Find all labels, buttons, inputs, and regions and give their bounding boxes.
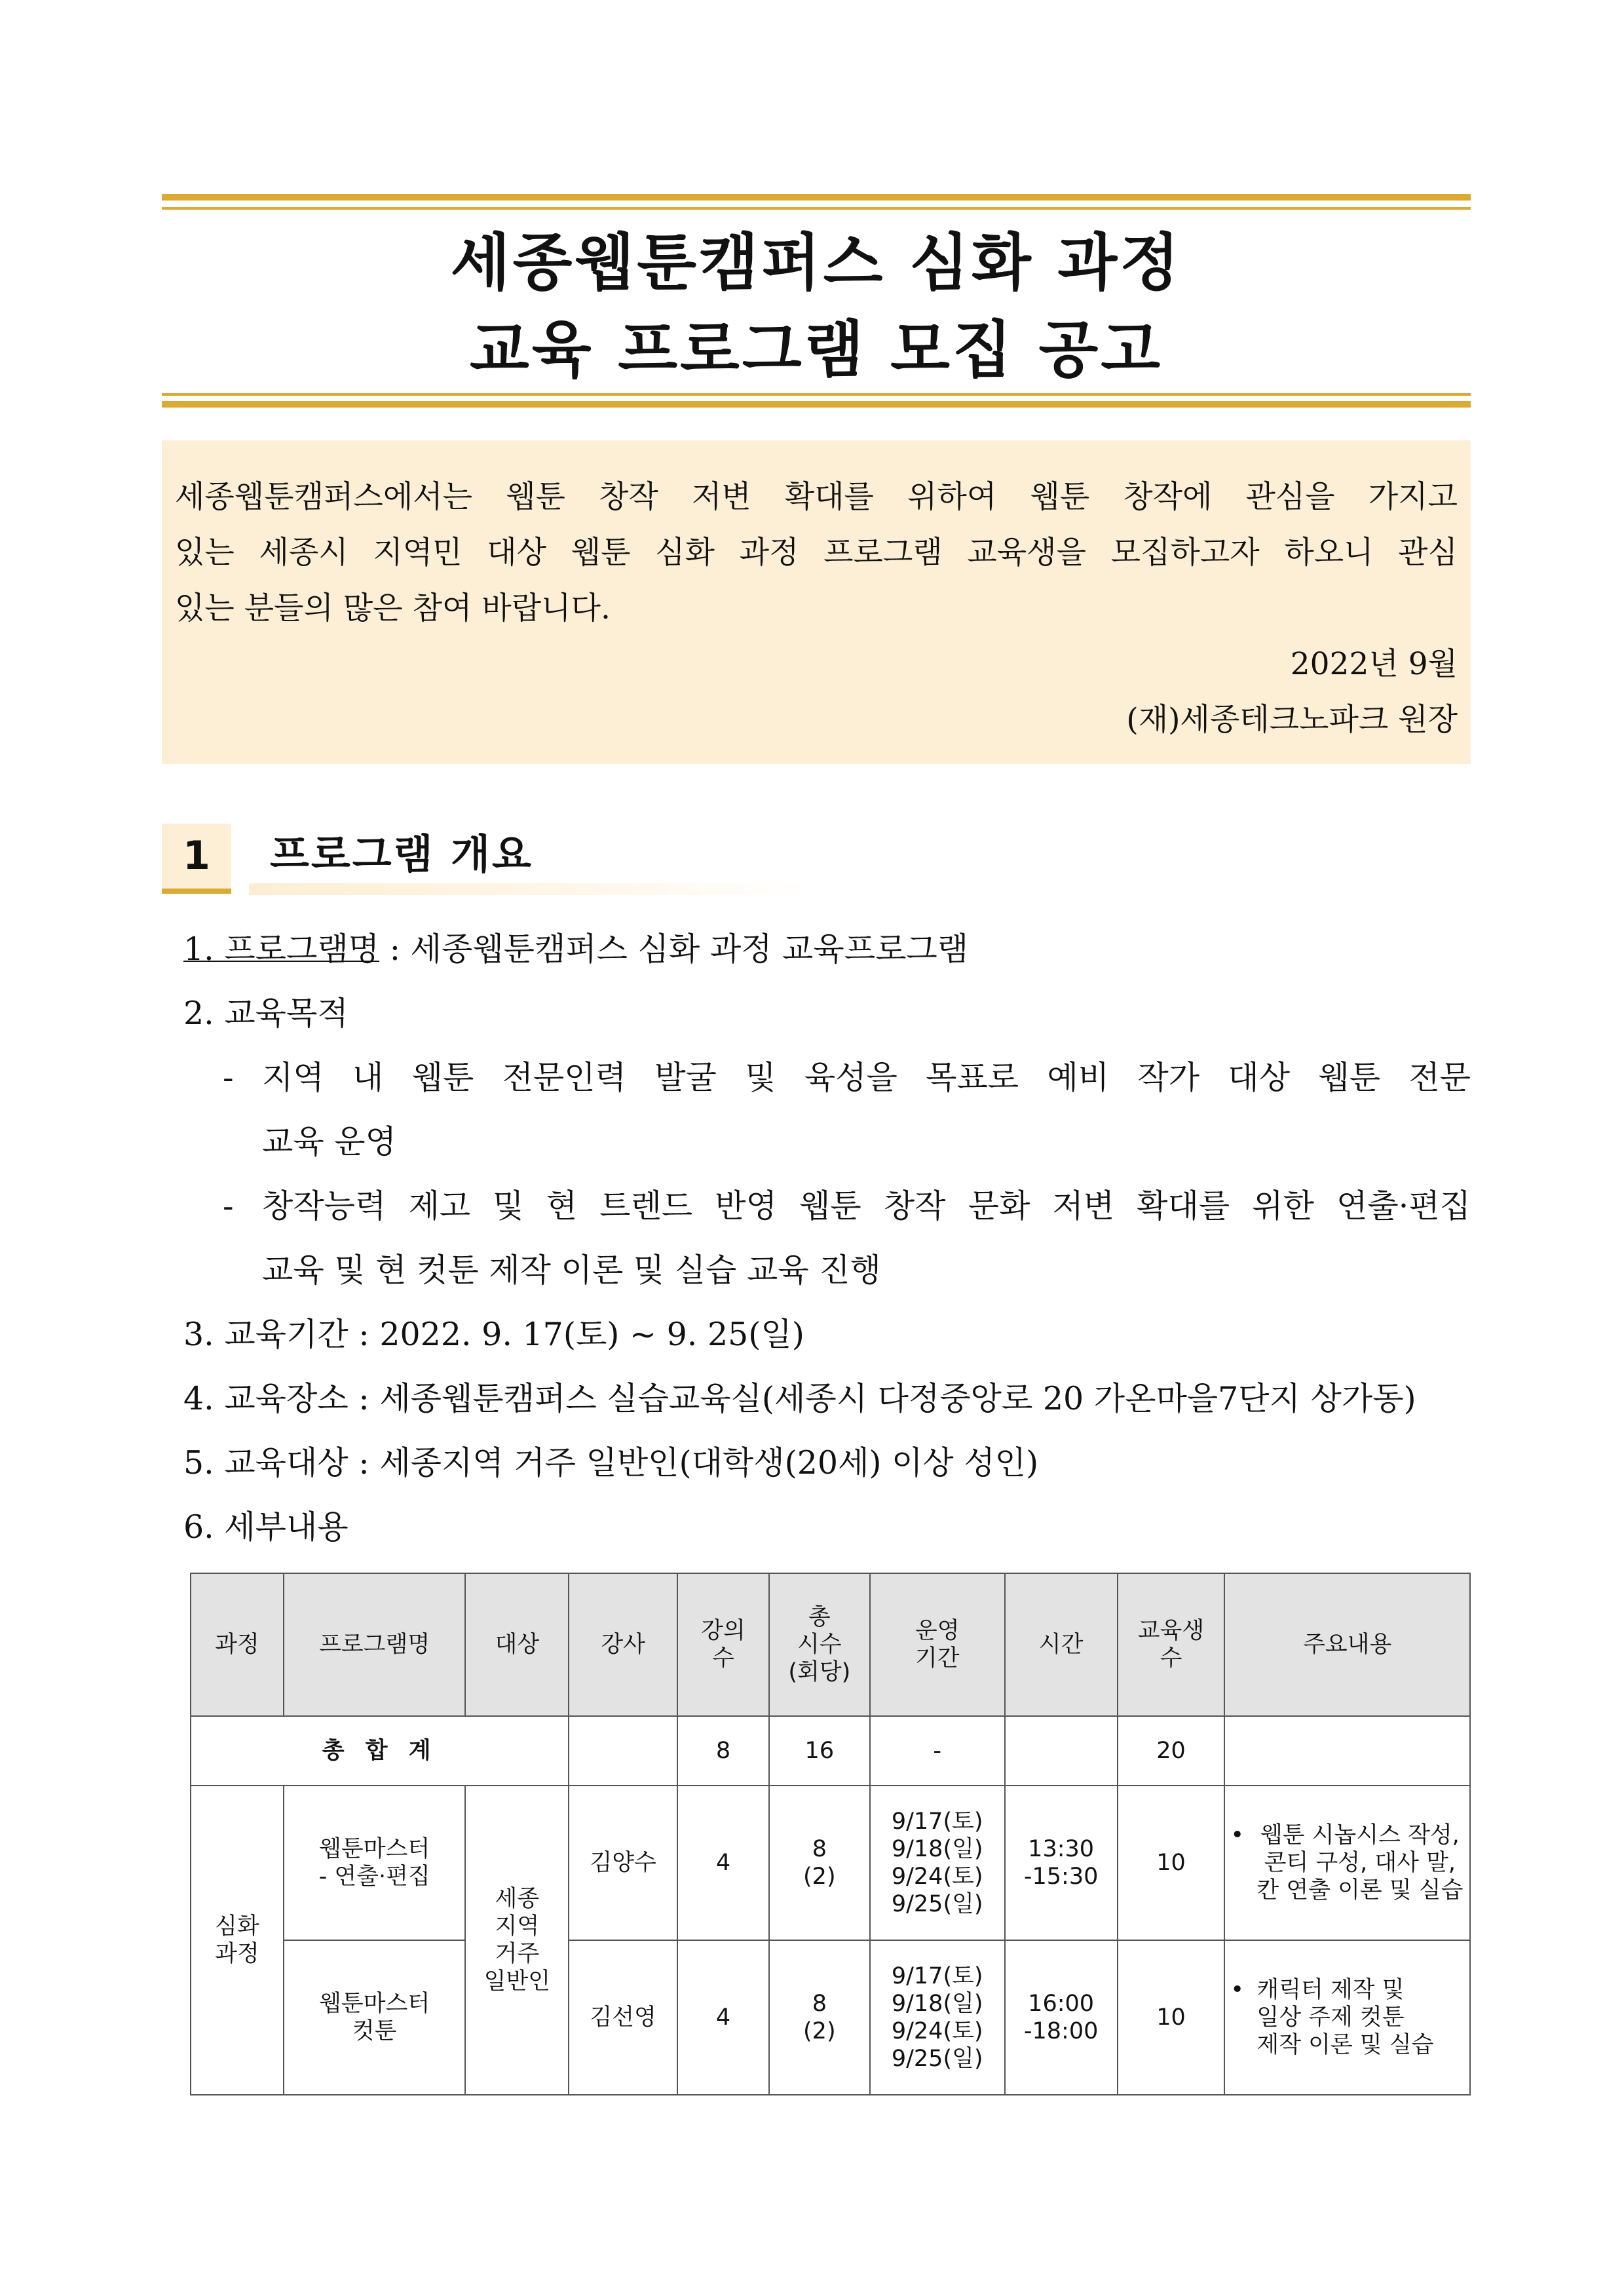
list-item-purpose: 2. 교육목적 — [183, 995, 349, 1032]
purpose-sub-item — [183, 1174, 1471, 1303]
time-cell: 16:00 -18:00 — [1005, 1940, 1118, 2095]
target-cell: 세종 지역 거주 일반인 — [465, 1786, 569, 2095]
program-table — [190, 1573, 1471, 2095]
section-title: 프로그램 개요 — [270, 830, 533, 878]
instructor-cell: 김양수 — [569, 1786, 677, 1940]
dash-mark: - — [223, 1059, 234, 1096]
purpose-sub-line: 교육 운영 — [262, 1123, 396, 1160]
list-item-period: 3. 교육기간 : 2022. 9. 17(토) ~ 9. 25(일) — [183, 1316, 804, 1353]
table-header-row — [191, 1573, 1470, 1716]
intro-line: 있는 세종시 지역민 대상 웹툰 심화 과정 프로그램 교육생을 모집하고자 하오니 관심 — [175, 535, 1458, 571]
intro-signer: (재)세종테크노파크 원장 — [1126, 702, 1458, 738]
table-total-row — [191, 1716, 1470, 1786]
period-cell: 9/17(토) 9/18(일) 9/24(토) 9/25(일) — [870, 1786, 1005, 1940]
intro-line: 세종웹툰캠퍼스에서는 웹툰 창작 저변 확대를 위하여 웹툰 창작에 관심을 가지고 — [175, 479, 1458, 515]
content-text: 캐릭터 제작 및 일상 주제 컷툰 제작 이론 및 실습 — [1256, 1977, 1434, 2058]
intro-date: 2022년 9월 — [1290, 646, 1458, 682]
bullet-mark: • — [1230, 1977, 1245, 2003]
program-cell: 웹툰마스터 컷툰 — [284, 1940, 466, 2095]
total-cell — [1005, 1716, 1118, 1786]
lectures-cell: 4 — [677, 1786, 769, 1940]
total-hours: 16 — [769, 1716, 870, 1786]
content-cell — [1224, 1940, 1470, 2095]
column-header: 총 시수 (회당) — [769, 1573, 870, 1716]
list-item-details: 6. 세부내용 — [183, 1508, 349, 1546]
table-row — [191, 1940, 1470, 2095]
content-cell — [1224, 1786, 1470, 1940]
column-header: 강의 수 — [677, 1573, 769, 1716]
column-header: 교육생 수 — [1118, 1573, 1225, 1716]
intro-line: 있는 분들의 많은 참여 바랍니다. — [175, 590, 611, 626]
list-item-location: 4. 교육장소 : 세종웹툰캠퍼스 실습교육실(세종시 다정중앙로 20 가온마을7단지 상가동) — [183, 1380, 1416, 1417]
section-underline — [249, 883, 812, 895]
table-row — [191, 1786, 1470, 1940]
total-students: 20 — [1118, 1716, 1225, 1786]
total-period: - — [870, 1716, 1005, 1786]
program-name-label: 1. 프로그램명 — [183, 930, 379, 968]
section-number: 1 — [162, 824, 231, 894]
program-name-value: : 세종웹툰캠퍼스 심화 과정 교육프로그램 — [379, 930, 969, 968]
total-label: 총 합 계 — [191, 1716, 569, 1786]
column-header: 운영 기간 — [870, 1573, 1005, 1716]
course-cell: 심화 과정 — [191, 1786, 284, 2095]
purpose-sub-line: 창작능력 제고 및 현 트렌드 반영 웹툰 창작 문화 저변 확대를 위한 연출·편집 — [262, 1187, 1471, 1225]
purpose-sub-item — [183, 1046, 1471, 1174]
page-title-line1: 세종웹툰캠퍼스 심화 과정 — [450, 227, 1182, 299]
students-cell: 10 — [1118, 1786, 1225, 1940]
intro-box — [162, 440, 1471, 764]
bottom-rule-thin — [162, 393, 1471, 396]
purpose-sub-line: 지역 내 웹툰 전문인력 발굴 및 육성을 목표로 예비 작가 대상 웹툰 전문 — [262, 1059, 1471, 1096]
period-cell: 9/17(토) 9/18(일) 9/24(토) 9/25(일) — [870, 1940, 1005, 2095]
hours-cell: 8 (2) — [769, 1786, 870, 1940]
time-cell: 13:30 -15:30 — [1005, 1786, 1118, 1940]
column-header: 시간 — [1005, 1573, 1118, 1716]
column-header: 강사 — [569, 1573, 677, 1716]
column-header: 주요내용 — [1224, 1573, 1470, 1716]
column-header: 프로그램명 — [284, 1573, 466, 1716]
lectures-cell: 4 — [677, 1940, 769, 2095]
bottom-rule-thick — [162, 401, 1471, 408]
column-header: 과정 — [191, 1573, 284, 1716]
total-cell — [1224, 1716, 1470, 1786]
instructor-cell: 김선영 — [569, 1940, 677, 2095]
purpose-sub-line: 교육 및 현 컷툰 제작 이론 및 실습 교육 진행 — [262, 1252, 881, 1289]
column-header: 대상 — [465, 1573, 569, 1716]
overview-list — [183, 917, 1471, 1559]
list-item-target: 5. 교육대상 : 세종지역 거주 일반인(대학생(20세) 이상 성인) — [183, 1444, 1039, 1482]
bullet-mark: • — [1230, 1822, 1245, 1848]
total-cell — [569, 1716, 677, 1786]
total-lectures: 8 — [677, 1716, 769, 1786]
students-cell: 10 — [1118, 1940, 1225, 2095]
content-text: 웹툰 시놉시스 작성, 콘티 구성, 대사 말, 칸 연출 이론 및 실습 — [1256, 1822, 1463, 1904]
top-rule-thin — [162, 207, 1471, 210]
hours-cell: 8 (2) — [769, 1940, 870, 2095]
top-rule-thick — [162, 194, 1471, 201]
dash-mark: - — [223, 1187, 234, 1225]
list-item-program-name — [183, 917, 1471, 982]
page-title-line2: 교육 프로그램 모집 공고 — [469, 315, 1163, 386]
program-cell: 웹툰마스터 - 연출·편집 — [284, 1786, 466, 1940]
